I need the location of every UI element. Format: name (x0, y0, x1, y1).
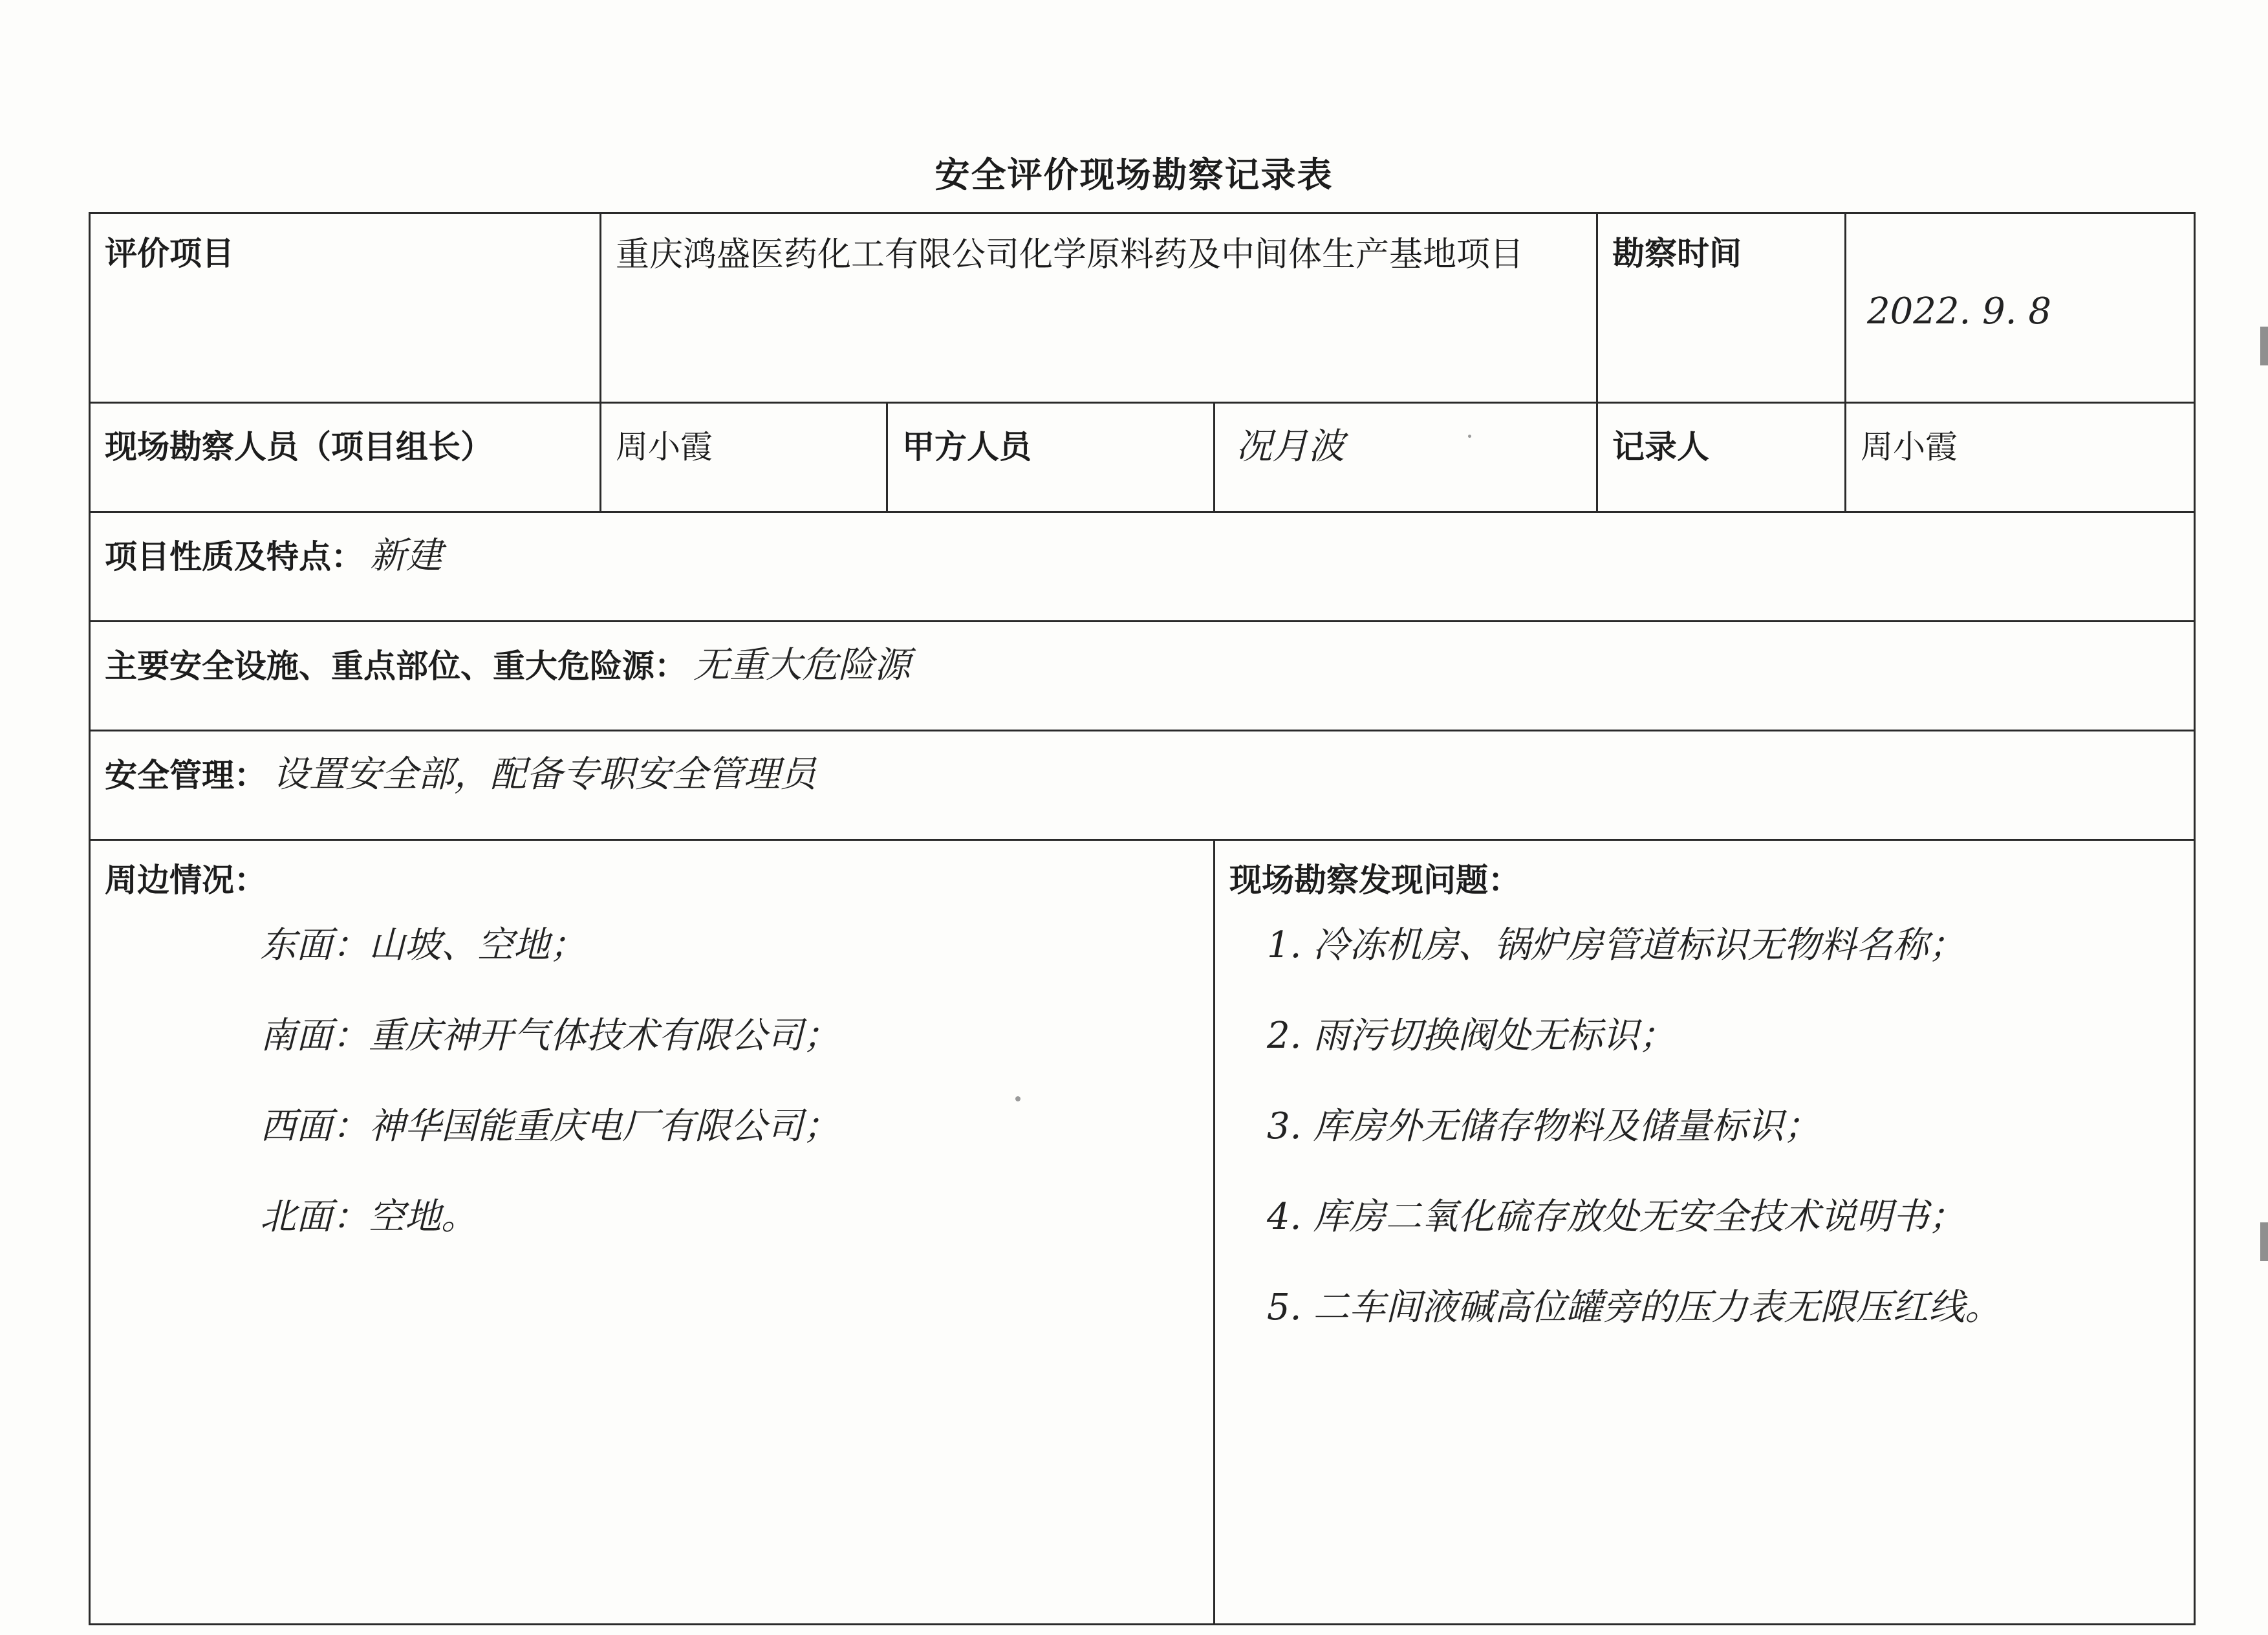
project-name-cell (601, 213, 1597, 403)
management-value: 设置安全部，配备专职安全管理员 (273, 753, 816, 796)
list-item: 2. 雨污切换阀处无标识； (1267, 1015, 1676, 1057)
project-label-cell (90, 213, 601, 403)
party-a-name: 况月波 (1236, 426, 1345, 468)
recorder-label-cell (1597, 403, 1846, 512)
list-item: 3. 库房外无储存物料及储量标识； (1267, 1105, 1820, 1147)
surroundings-cell (90, 840, 1215, 1625)
nature-label: 项目性质及特点： (105, 538, 363, 576)
scan-edge-mark (2260, 1222, 2268, 1261)
survey-time-label-cell (1597, 213, 1846, 403)
list-item: 4. 库房二氧化硫存放处无安全技术说明书； (1267, 1196, 1965, 1238)
table-row (90, 731, 2195, 840)
table-row (90, 512, 2195, 622)
surveyor-name: 周小霞 (616, 428, 713, 466)
survey-date: 2022. 9. 8 (1867, 290, 2051, 332)
project-label: 评价项目 (105, 235, 234, 272)
list-item: 西面：神华国能重庆电厂有限公司； (260, 1105, 839, 1147)
management-label: 安全管理： (105, 757, 266, 794)
party-a-label-cell (887, 403, 1215, 512)
scan-speck (1015, 1096, 1021, 1101)
list-item: 1. 冷冻机房、锅炉房管道标识无物料名称； (1267, 924, 1965, 966)
nature-value: 新建 (370, 535, 442, 577)
issues-list (1267, 925, 2179, 1328)
party-a-name-cell (1215, 403, 1597, 512)
party-a-label: 甲方人员 (902, 428, 1031, 466)
survey-date-cell (1846, 213, 2195, 403)
facilities-value: 无重大危险源 (693, 644, 911, 686)
surveyor-label: 现场勘察人员（项目组长） (105, 428, 493, 466)
nature-cell (90, 512, 2195, 622)
survey-time-label: 勘察时间 (1612, 235, 1742, 272)
facilities-label: 主要安全设施、重点部位、重大危险源： (105, 647, 687, 685)
issues-label: 现场勘察发现问题： (1229, 861, 1520, 899)
scan-edge-mark (2260, 327, 2268, 365)
surveyor-name-cell (601, 403, 887, 512)
surroundings-list (260, 925, 1199, 1238)
table-row (90, 840, 2195, 1625)
table-row (90, 622, 2195, 731)
management-cell (90, 731, 2195, 840)
recorder-name: 周小霞 (1861, 428, 1958, 466)
surveyor-label-cell (90, 403, 601, 512)
list-item: 5. 二车间液碱高位罐旁的压力表无限压红线。 (1267, 1286, 2002, 1328)
facilities-cell (90, 622, 2195, 731)
document-title: 安全评价现场勘察记录表 (934, 155, 1334, 195)
scan-speck (1468, 435, 1471, 438)
project-name: 重庆鸿盛医药化工有限公司化学原料药及中间体生产基地项目 (616, 235, 1524, 274)
issues-cell (1215, 840, 2195, 1625)
table-row (90, 213, 2195, 403)
survey-record-table (89, 212, 2196, 1625)
list-item: 南面：重庆神开气体技术有限公司； (260, 1015, 839, 1057)
recorder-label: 记录人 (1612, 428, 1709, 466)
list-item: 东面：山坡、空地； (260, 924, 586, 966)
recorder-name-cell (1846, 403, 2195, 512)
table-row (90, 403, 2195, 512)
surroundings-label: 周边情况： (105, 861, 266, 899)
list-item: 北面：空地。 (260, 1196, 477, 1238)
